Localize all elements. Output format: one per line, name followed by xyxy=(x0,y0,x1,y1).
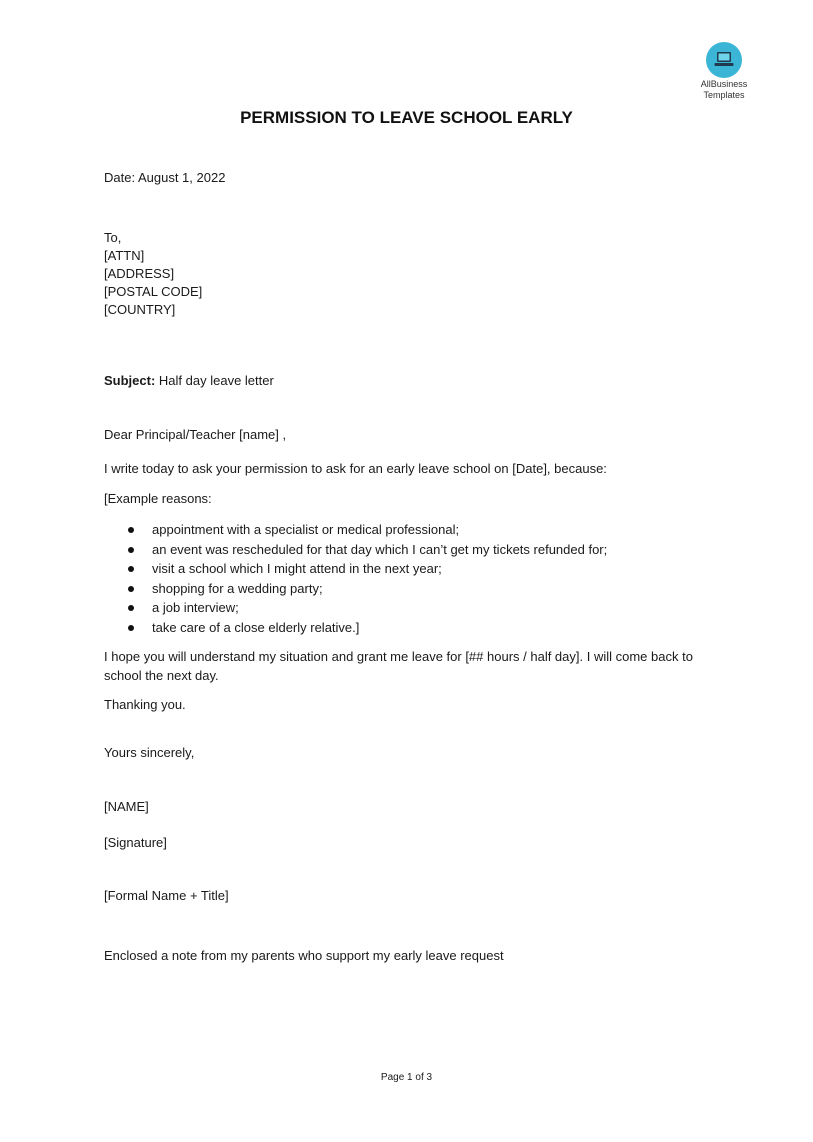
laptop-icon xyxy=(706,42,742,78)
subject-text: Half day leave letter xyxy=(158,373,274,388)
salutation: Dear Principal/Teacher [name] , xyxy=(104,427,287,442)
page-number: Page 1 of 3 xyxy=(380,1072,433,1083)
bullet-icon xyxy=(128,527,134,533)
list-item xyxy=(104,579,607,599)
bullet-icon xyxy=(128,547,134,553)
closing-paragraph: I hope you will understand my situation and grant me leave for [## hours / half day]. I will come back to school the next day. xyxy=(104,649,693,683)
logo-text-line2: Templates xyxy=(703,90,745,100)
list-item xyxy=(104,540,607,560)
reason-text: a job interview; xyxy=(152,600,239,615)
allbusiness-logo xyxy=(694,42,754,100)
bullet-icon xyxy=(128,586,134,592)
list-item xyxy=(104,618,607,638)
sender-name: [NAME] xyxy=(104,799,149,814)
bullet-icon xyxy=(128,605,134,611)
reason-text: shopping for a wedding party; xyxy=(152,580,323,596)
subject-line xyxy=(104,373,274,388)
date-line: Date: August 1, 2022 xyxy=(104,170,226,185)
list-item xyxy=(104,598,607,618)
enclosure-note: Enclosed a note from my parents who support my early leave request xyxy=(104,948,504,963)
example-reasons-header: [Example reasons: xyxy=(104,491,212,506)
reason-text: appointment with a specialist or medical professional; xyxy=(152,522,460,537)
bullet-icon xyxy=(128,566,134,572)
logo-text-line1: AllBusiness xyxy=(700,79,748,89)
reasons-list xyxy=(104,520,607,637)
intro-paragraph: I write today to ask your permission to ask for an early leave school on [Date], because: xyxy=(104,461,607,476)
recipient-country: [COUNTRY] xyxy=(104,302,176,317)
recipient-attn: [ATTN] xyxy=(104,248,145,263)
recipient-address: [ADDRESS] xyxy=(104,266,175,281)
signature-placeholder: [Signature] xyxy=(104,835,167,850)
reason-text: an event was rescheduled for that day which I can’t get my tickets refunded for; xyxy=(152,541,608,557)
reason-text: visit a school which I might attend in the next year; xyxy=(152,561,442,576)
formal-name-title: [Formal Name + Title] xyxy=(104,888,229,903)
recipient-to: To, xyxy=(104,230,122,245)
thanks-line: Thanking you. xyxy=(104,697,186,712)
bullet-icon xyxy=(128,625,134,631)
subject-label: Subject: xyxy=(104,373,156,388)
list-item xyxy=(104,520,607,540)
recipient-postal-code: [POSTAL CODE] xyxy=(104,284,203,299)
reason-text: take care of a close elderly relative.] xyxy=(152,619,360,635)
document-title: PERMISSION TO LEAVE SCHOOL EARLY xyxy=(240,108,573,127)
list-item xyxy=(104,559,607,579)
sign-off: Yours sincerely, xyxy=(104,745,195,760)
